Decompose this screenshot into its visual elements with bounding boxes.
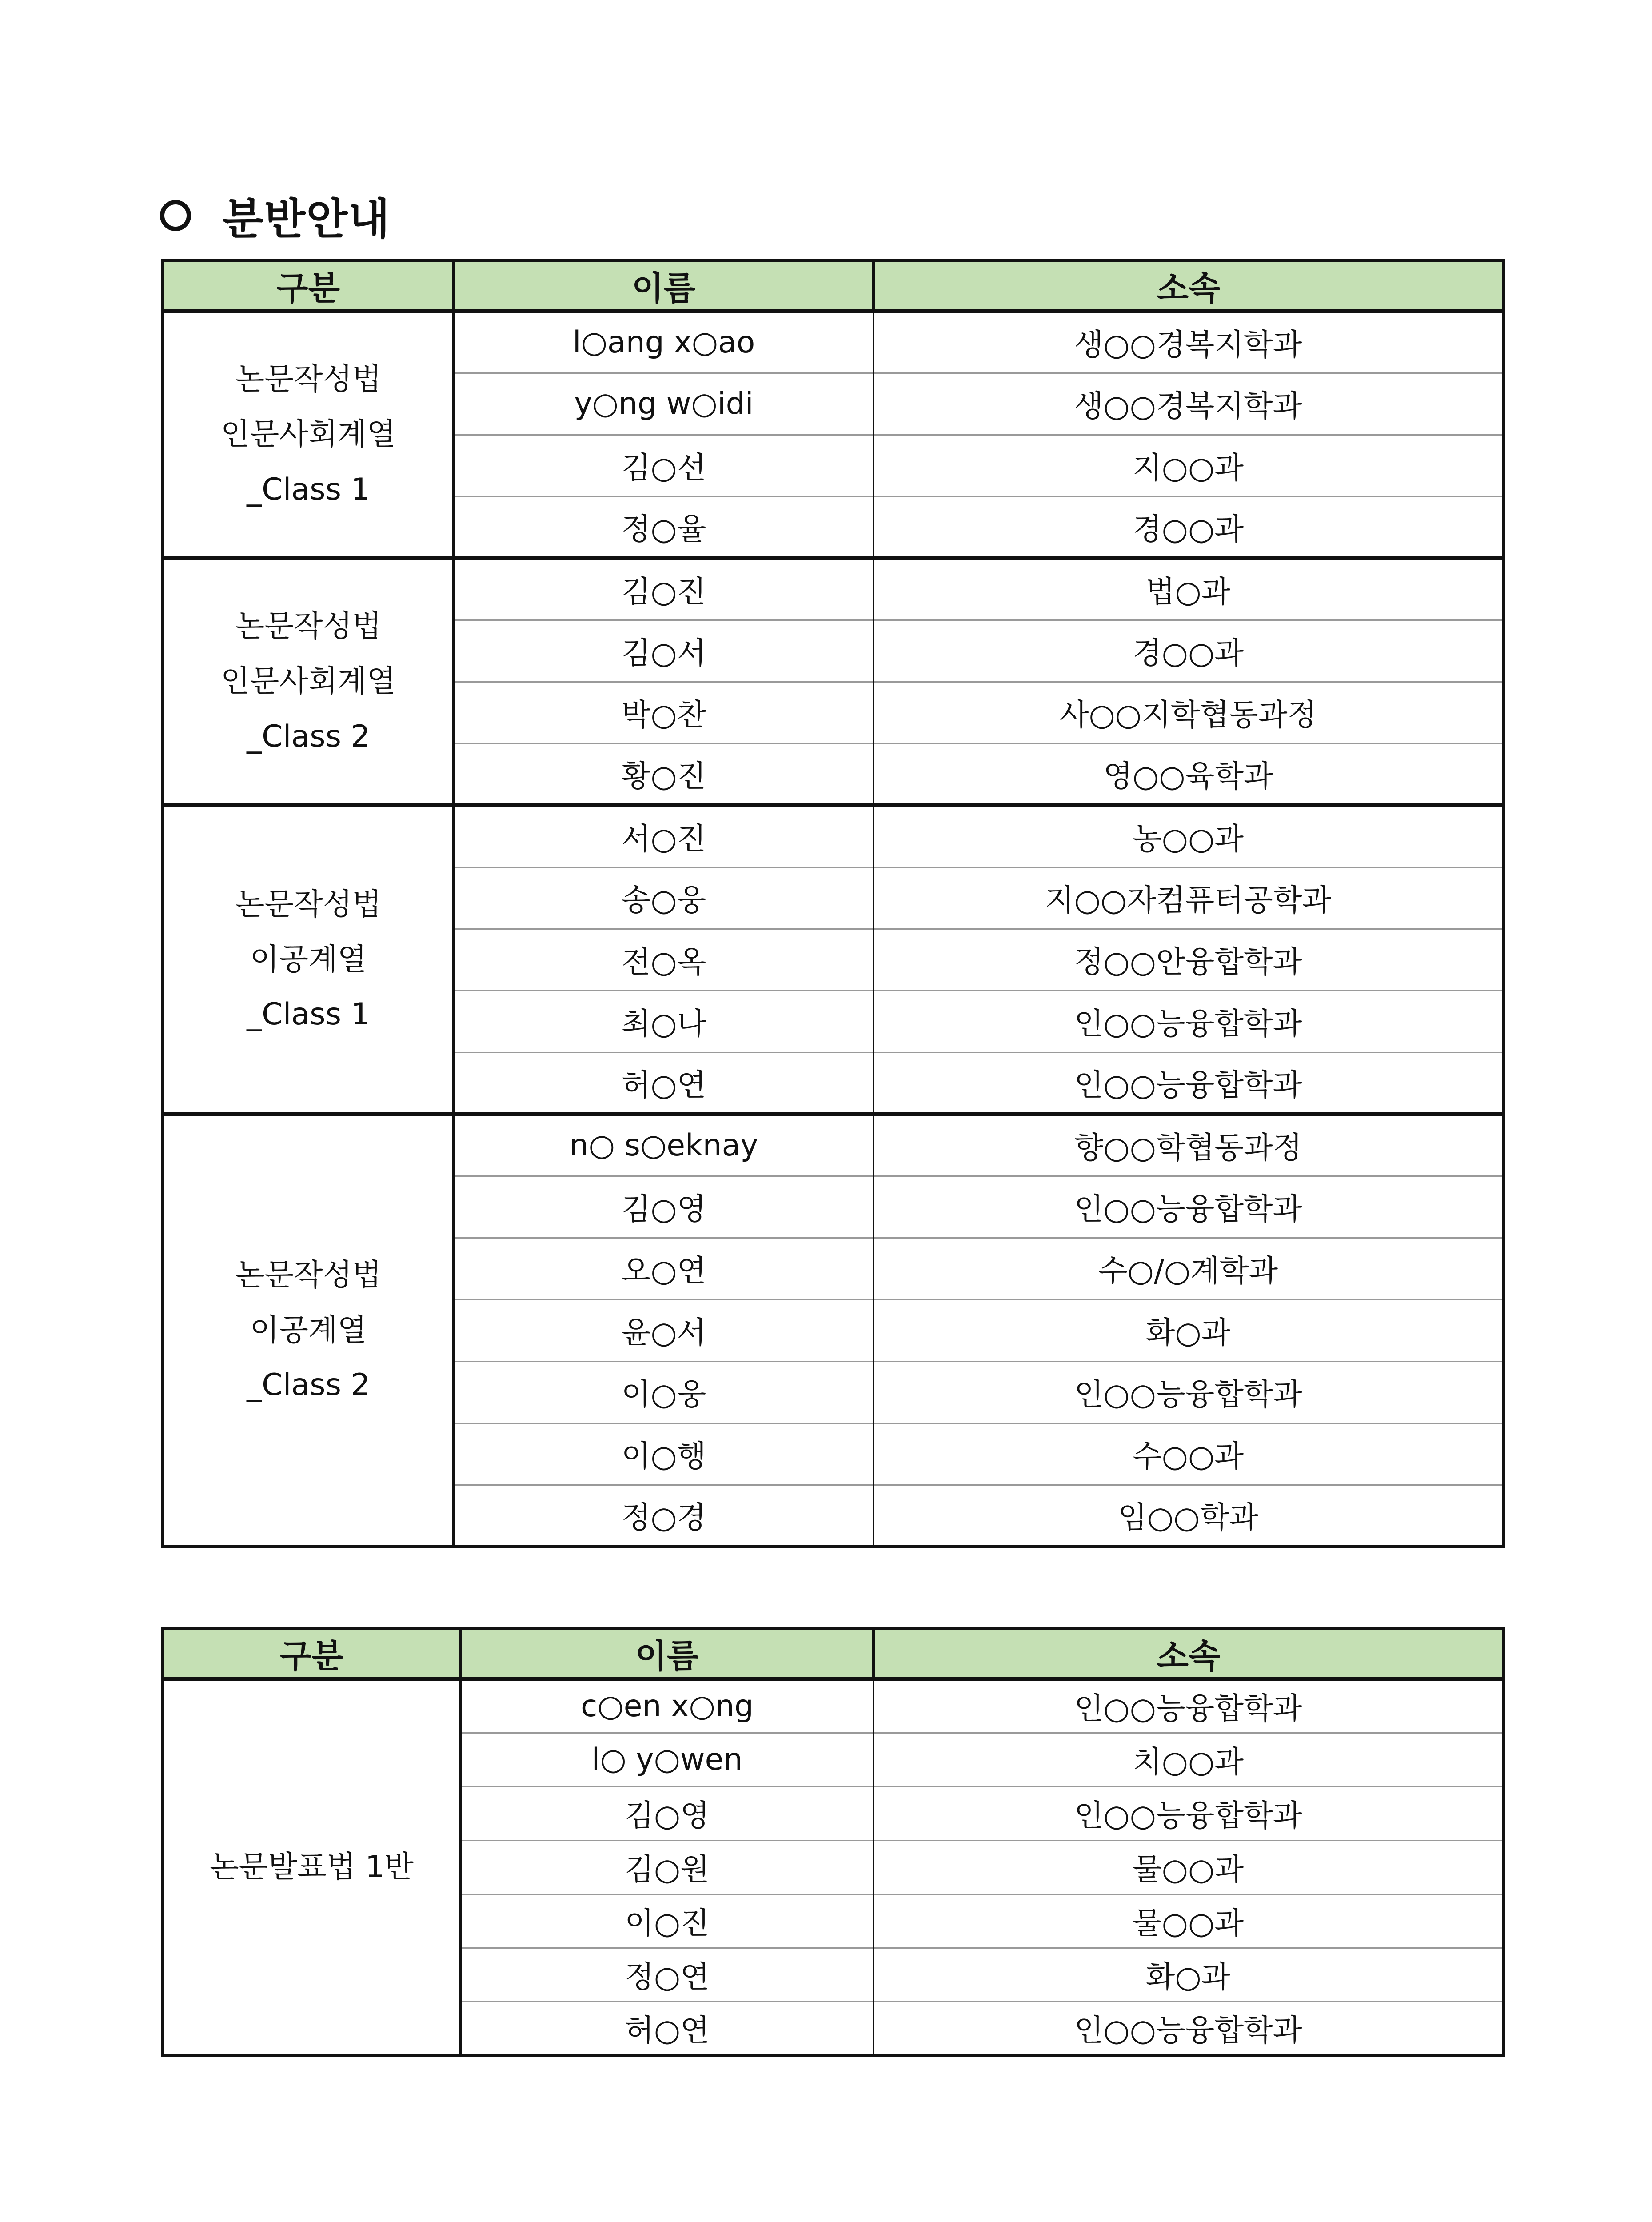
affiliation-cell: 영○○육학과 (874, 743, 1504, 805)
group-category-line: _Class 1 (247, 997, 370, 1032)
affiliation-cell: 사○○지학협동과정 (874, 682, 1504, 743)
student-name-cell: l○ang x○ao (454, 311, 874, 373)
affiliation-cell: 인○○능융합학과 (874, 1679, 1504, 1733)
affiliation-cell: 물○○과 (874, 1840, 1504, 1894)
affiliation-cell: 생○○경복지학과 (874, 311, 1504, 373)
group-category-cell (163, 1114, 454, 1547)
student-name-cell: 김○영 (460, 1786, 874, 1840)
affiliation-cell: 정○○안융합학과 (874, 929, 1504, 991)
table-row (163, 1679, 1504, 1733)
header-category: 구분 (163, 260, 454, 311)
table-row (163, 1114, 1504, 1176)
affiliation-cell: 생○○경복지학과 (874, 373, 1504, 435)
group-category-line: 논문발표법 1반 (209, 1849, 414, 1885)
student-name-cell: n○ s○eknay (454, 1114, 874, 1176)
affiliation-cell: 경○○과 (874, 496, 1504, 558)
affiliation-cell: 지○○과 (874, 435, 1504, 496)
group-category-cell (163, 558, 454, 805)
student-name-cell: 전○옥 (454, 929, 874, 991)
student-name-cell: 최○나 (454, 991, 874, 1052)
group-category-line: _Class 2 (247, 719, 370, 754)
table-header-row (163, 260, 1504, 311)
affiliation-cell: 수○/○계학과 (874, 1238, 1504, 1299)
affiliation-cell: 인○○능융합학과 (874, 1176, 1504, 1238)
table-row (163, 558, 1504, 620)
header-affiliation: 소속 (874, 260, 1504, 311)
section-heading (160, 184, 391, 247)
affiliation-cell: 인○○능융합학과 (874, 2002, 1504, 2055)
affiliation-cell: 법○과 (874, 558, 1504, 620)
student-name-cell: 이○진 (460, 1894, 874, 1948)
group-category-cell (163, 311, 454, 558)
student-name-cell: 김○진 (454, 558, 874, 620)
student-name-cell: 이○행 (454, 1423, 874, 1485)
table-group (163, 1114, 1504, 1547)
table-group (163, 311, 1504, 558)
circle-bullet-icon (160, 200, 191, 231)
group-category-cell (163, 1679, 460, 2055)
affiliation-cell: 물○○과 (874, 1894, 1504, 1948)
student-name-cell: 박○찬 (454, 682, 874, 743)
presentation-class-table (161, 1627, 1505, 2057)
header-category: 구분 (163, 1628, 460, 1679)
table-group (163, 805, 1504, 1114)
affiliation-cell: 치○○과 (874, 1733, 1504, 1786)
group-category-line: 논문작성법 (235, 362, 382, 397)
affiliation-cell: 임○○학과 (874, 1485, 1504, 1547)
header-name: 이름 (454, 260, 874, 311)
student-name-cell: 김○서 (454, 620, 874, 682)
group-category-line: 인문사회계열 (220, 417, 396, 452)
header-name: 이름 (460, 1628, 874, 1679)
affiliation-cell: 인○○능융합학과 (874, 991, 1504, 1052)
group-category-line: 인문사회계열 (220, 664, 396, 699)
group-category-line: 이공계열 (250, 1312, 367, 1348)
student-name-cell: 황○진 (454, 743, 874, 805)
student-name-cell: 오○연 (454, 1238, 874, 1299)
affiliation-cell: 수○○과 (874, 1423, 1504, 1485)
student-name-cell: 이○웅 (454, 1361, 874, 1423)
group-category-line: _Class 1 (247, 472, 370, 507)
group-category-cell (163, 805, 454, 1114)
class-assignment-table (161, 259, 1505, 1548)
affiliation-cell: 향○○학협동과정 (874, 1114, 1504, 1176)
table-row (163, 311, 1504, 373)
affiliation-cell: 경○○과 (874, 620, 1504, 682)
table-header-row (163, 1628, 1504, 1679)
table-group (163, 1679, 1504, 2055)
student-name-cell: y○ng w○idi (454, 373, 874, 435)
table-group (163, 558, 1504, 805)
affiliation-cell: 화○과 (874, 1299, 1504, 1361)
student-name-cell: c○en x○ng (460, 1679, 874, 1733)
affiliation-cell: 인○○능융합학과 (874, 1052, 1504, 1114)
student-name-cell: 정○연 (460, 1948, 874, 2002)
student-name-cell: 허○연 (454, 1052, 874, 1114)
student-name-cell: 윤○서 (454, 1299, 874, 1361)
student-name-cell: 김○영 (454, 1176, 874, 1238)
affiliation-cell: 화○과 (874, 1948, 1504, 2002)
group-category-line: 논문작성법 (235, 609, 382, 644)
group-category-line: _Class 2 (247, 1367, 370, 1403)
affiliation-cell: 지○○자컴퓨터공학과 (874, 867, 1504, 929)
student-name-cell: 송○웅 (454, 867, 874, 929)
affiliation-cell: 인○○능융합학과 (874, 1786, 1504, 1840)
group-category-line: 이공계열 (250, 942, 367, 977)
student-name-cell: l○ y○wen (460, 1733, 874, 1786)
group-category-line: 논문작성법 (235, 887, 382, 922)
student-name-cell: 정○율 (454, 496, 874, 558)
student-name-cell: 정○경 (454, 1485, 874, 1547)
affiliation-cell: 인○○능융합학과 (874, 1361, 1504, 1423)
student-name-cell: 김○선 (454, 435, 874, 496)
student-name-cell: 서○진 (454, 805, 874, 867)
affiliation-cell: 농○○과 (874, 805, 1504, 867)
student-name-cell: 허○연 (460, 2002, 874, 2055)
section-title: 분반안내 (222, 194, 391, 244)
student-name-cell: 김○원 (460, 1840, 874, 1894)
table-row (163, 805, 1504, 867)
header-affiliation: 소속 (874, 1628, 1504, 1679)
group-category-line: 논문작성법 (235, 1257, 382, 1293)
